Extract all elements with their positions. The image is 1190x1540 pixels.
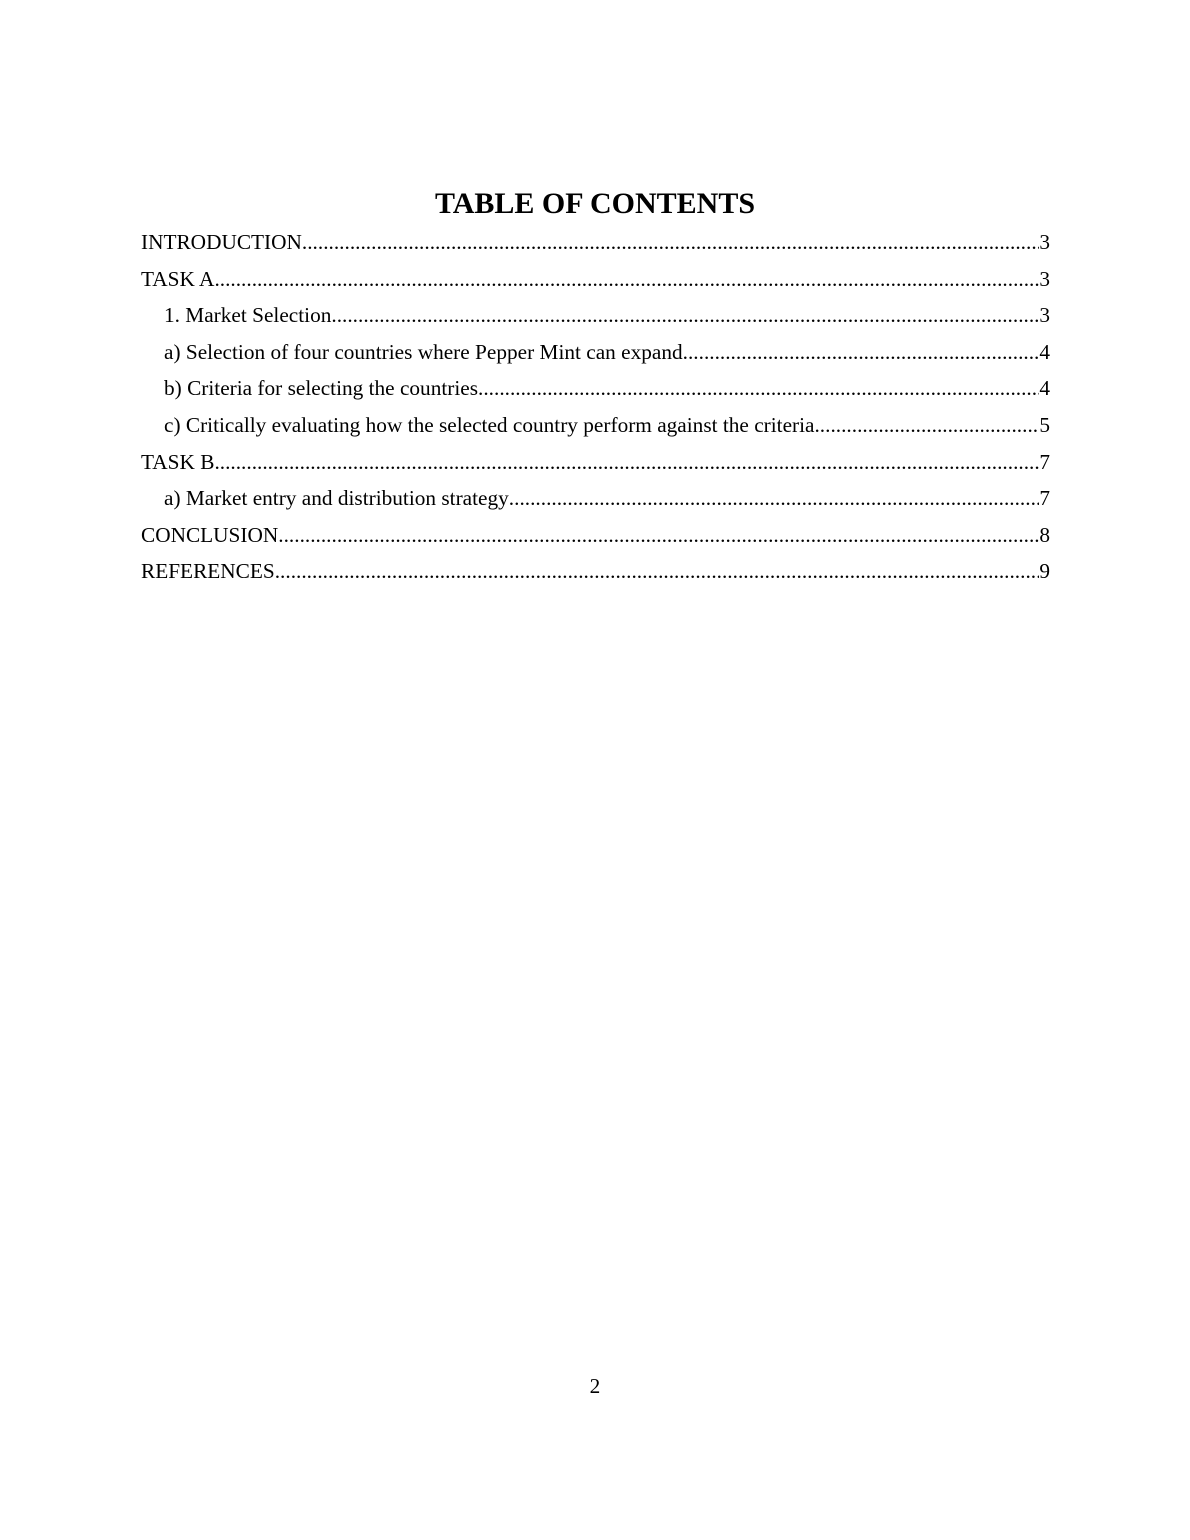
toc-entry-market-selection[interactable] — [141, 297, 1050, 334]
toc-page-number: 4 — [1039, 339, 1050, 364]
toc-entry-task-a[interactable] — [141, 261, 1050, 298]
toc-dot-leader — [302, 224, 1039, 261]
toc-entry-label: INTRODUCTION — [141, 230, 302, 254]
toc-entry-references[interactable] — [141, 553, 1050, 590]
toc-entry-introduction[interactable] — [141, 224, 1050, 261]
page-number: 2 — [589, 1374, 601, 1398]
toc-page-number: 3 — [1039, 266, 1050, 291]
toc-title: TABLE OF CONTENTS — [434, 187, 756, 220]
toc-entry-label: TASK A — [141, 266, 215, 291]
toc-page-number: 9 — [1039, 559, 1050, 584]
toc-dot-leader — [814, 407, 1039, 444]
toc-dot-leader — [509, 480, 1040, 517]
toc-entry-label: a) Selection of four countries where Pepper Mint can expand — [164, 339, 683, 364]
toc-dot-leader — [278, 517, 1039, 554]
toc-entry-task-b[interactable] — [141, 444, 1050, 481]
toc-entry-label: CONCLUSION — [141, 522, 279, 547]
toc-page-number: 8 — [1039, 522, 1050, 547]
toc-dot-leader — [214, 261, 1039, 298]
toc-entry-criteria[interactable] — [141, 370, 1050, 407]
toc-page-number: 7 — [1039, 449, 1050, 474]
toc-page-number: 7 — [1039, 486, 1050, 511]
toc-dot-leader — [275, 553, 1040, 590]
toc-page-number: 5 — [1039, 412, 1050, 437]
toc-dot-leader — [214, 444, 1039, 481]
toc-page-number: 4 — [1039, 376, 1050, 401]
toc-entry-selection-of-countries[interactable] — [141, 334, 1050, 371]
toc-entry-label: 1. Market Selection — [164, 303, 332, 328]
toc-dot-leader — [478, 370, 1039, 407]
table-of-contents — [141, 224, 1050, 590]
toc-entry-conclusion[interactable] — [141, 517, 1050, 554]
toc-entry-label: c) Critically evaluating how the selected country perform against the criteria — [164, 412, 815, 437]
toc-entry-label: a) Market entry and distribution strategy — [164, 486, 509, 511]
toc-entry-critical-evaluation[interactable] — [141, 407, 1050, 444]
toc-entry-market-entry[interactable] — [141, 480, 1050, 517]
toc-entry-label: REFERENCES — [141, 559, 275, 584]
toc-entry-label: TASK B — [141, 449, 215, 474]
toc-entry-label: b) Criteria for selecting the countries — [164, 376, 479, 401]
toc-page-number: 3 — [1039, 303, 1050, 328]
toc-dot-leader — [683, 334, 1040, 371]
toc-dot-leader — [331, 297, 1039, 334]
toc-page-number: 3 — [1039, 230, 1050, 254]
